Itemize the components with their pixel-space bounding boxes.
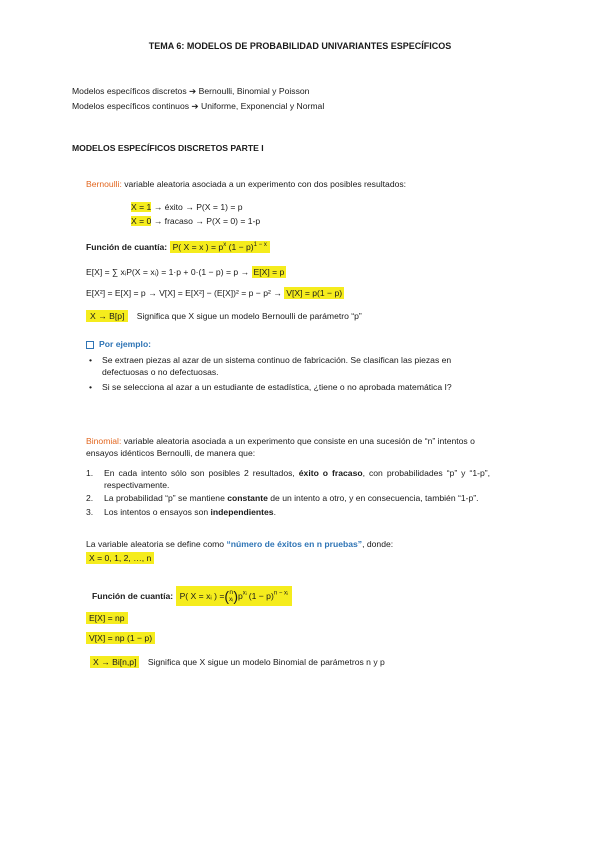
var-def-text: , donde: [362, 539, 394, 549]
binom-top: n [229, 589, 233, 596]
bernoulli-cuantia-formula [170, 241, 270, 253]
intro-continuous: Modelos específicos continuos ➔ Uniforme, Exponencial y Normal [72, 101, 325, 111]
item-bold: constante [227, 493, 268, 503]
binomial-conditions [86, 468, 490, 520]
cuantia-label: Función de cuantía: [92, 591, 176, 601]
bernoulli-name: Bernoulli: [86, 179, 122, 189]
list-item [86, 507, 490, 519]
intro-discrete: Modelos específicos discretos ➔ Bernoulli, Binomial y Poisson [72, 86, 310, 96]
binomial-expectation-value: E[X] = np [86, 612, 128, 624]
cuantia-formula-base: P( X = x ) = p [172, 242, 224, 252]
item-text: . [273, 506, 276, 517]
binomial-cuantia [92, 586, 292, 606]
var-def-highlight: “número de éxitos en n pruebas” [226, 539, 363, 549]
binomial-variable-def [86, 539, 393, 549]
item-text: En cada intento sólo son posibles 2 resultados, [104, 468, 299, 478]
cuantia-exp-x: x [223, 242, 227, 249]
bernoulli-notation-text: Significa que X sigue un modelo Bernoulli de parámetro “p” [134, 311, 362, 321]
variance-result: V[X] = p(1 − p) [286, 288, 343, 298]
bernoulli-definition [86, 179, 406, 189]
expectation-result: E[X] = p [253, 267, 285, 277]
item-number: 3. [86, 506, 94, 517]
var-def-text: La variable aleatoria se define como [86, 539, 227, 549]
item-bold: independientes [210, 506, 274, 517]
binomial-range-value: X = 0, 1, 2, …, n [86, 552, 154, 564]
example-label: Por ejemplo: [99, 339, 152, 349]
example-list [86, 355, 490, 398]
bernoulli-notation-symbol: X → B[p] [86, 310, 128, 322]
list-item: • Si se selecciona al azar a un estudiante de estadística, ¿tiene o no aprobada matemática I? [86, 382, 490, 394]
variance-derivation: E[X²] = E[X] = p → V[X] = E[X²] − (E[X])² = p − p² → [86, 288, 282, 298]
expectation-derivation: E[X] = ∑ xᵢP(X = xᵢ) = 1·p + 0·(1 − p) = p → [86, 267, 250, 277]
bernoulli-cuantia [86, 242, 270, 252]
section-heading: MODELOS ESPECÍFICOS DISCRETOS PARTE I [72, 143, 264, 153]
binomial-expectation [86, 613, 128, 623]
item-bold: éxito o fracaso [298, 468, 363, 478]
binomial-definition [86, 436, 490, 459]
binom-open-paren: ( [224, 588, 230, 604]
list-item [86, 493, 490, 505]
cuantia-formula-mid: (1 − p) [226, 242, 254, 252]
bernoulli-outcome-success [131, 202, 243, 212]
item-text: La probabilidad “p” se mantiene [104, 493, 228, 503]
cuantia-exp-nmx: n − xᵢ [273, 590, 288, 597]
binom-bottom: xᵢ [229, 596, 234, 603]
binom-close-paren: ) [233, 588, 238, 604]
item-number: 1. [86, 468, 94, 478]
binomial-definition-text: variable aleatoria asociada a un experimento que consiste en una sucesión de “n” intentos o ensayos idénticos Bernoulli, de manera que: [86, 436, 475, 458]
checkbox-icon [86, 341, 94, 349]
binomial-notation-text: Significa que X sigue un modelo Binomial de parámetros n y p [145, 657, 385, 667]
bernoulli-notation [86, 311, 362, 321]
list-item [86, 468, 490, 491]
item-number: 2. [86, 493, 94, 503]
binomial-variance-value: V[X] = np (1 − p) [86, 632, 155, 644]
bernoulli-definition-text: variable aleatoria asociada a un experimento con dos posibles resultados: [121, 179, 407, 189]
list-item: • Se extraen piezas al azar de un sistema continuo de fabricación. Se clasifican las piezas en defectuosas o no defectuosas. [86, 355, 490, 378]
outcome-success-var: X = 1 [131, 202, 152, 212]
page-title: TEMA 6: MODELOS DE PROBABILIDAD UNIVARIANTES ESPECÍFICOS [148, 41, 452, 51]
binomial-notation-symbol: X → Bi[n,p] [90, 656, 139, 668]
binomial-range [86, 553, 154, 563]
outcome-success-text: → éxito → P(X = 1) = p [151, 202, 243, 212]
item-text: , con probabilidades “p” y “1-p”, respectivamente. [104, 468, 490, 490]
binomial-variance [86, 633, 155, 643]
cuantia-p: p [238, 591, 243, 601]
cuantia-1mp: (1 − p) [248, 591, 274, 601]
cuantia-formula-base: P( X = xᵢ ) = [179, 591, 225, 601]
item-text: de un intento a otro, y en consecuencia, también “1-p”. [267, 493, 479, 503]
cuantia-label: Función de cuantía: [86, 242, 170, 252]
binomial-notation [90, 657, 385, 667]
outcome-failure-text: → fracaso → P(X = 0) = 1-p [151, 216, 261, 226]
binomial-name: Binomial: [86, 436, 122, 446]
outcome-failure-var: X = 0 [131, 216, 152, 226]
bernoulli-variance [86, 288, 344, 298]
item-text: Los intentos o ensayos son [104, 506, 211, 517]
bernoulli-outcome-failure [131, 216, 260, 226]
binomial-cuantia-formula [176, 586, 292, 606]
example-heading [86, 339, 151, 349]
cuantia-exp-1mx: 1 − x [253, 242, 267, 249]
bernoulli-expectation [86, 267, 286, 277]
cuantia-exp-x: xᵢ [242, 590, 247, 597]
